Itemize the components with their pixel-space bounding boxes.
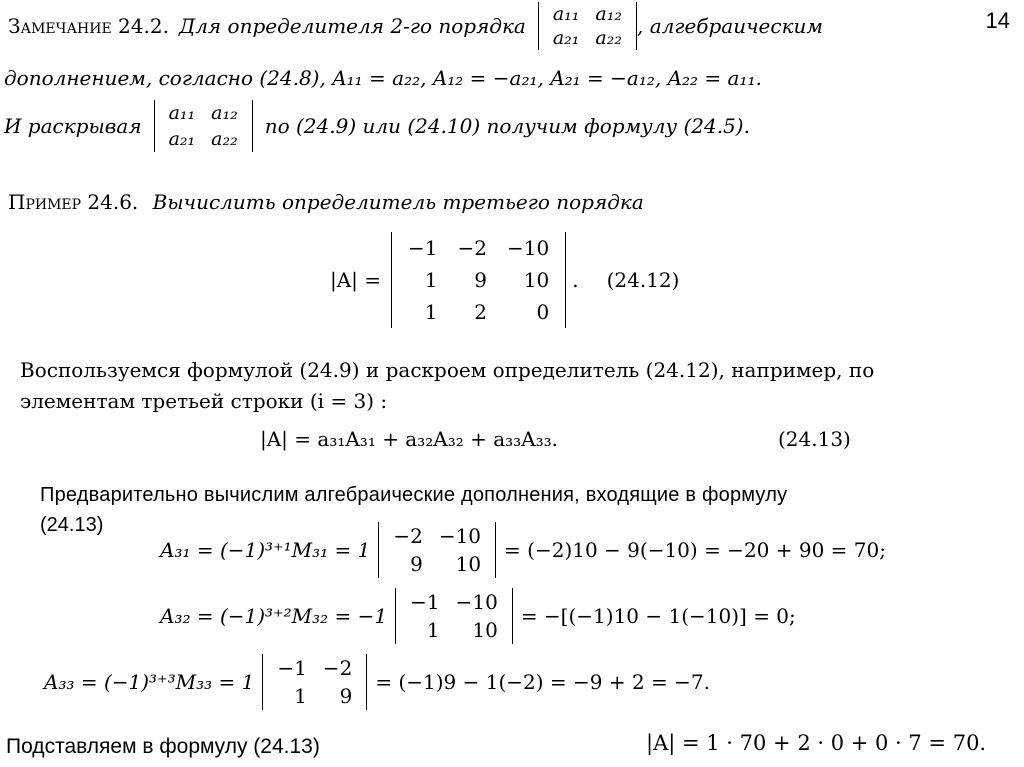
example-determinant [391,232,566,328]
det-cell: −10 [438,524,482,548]
paragraph-2-line-2: (24.13) [40,514,104,536]
remark-text-2: , алгебраическим [636,14,823,38]
det-cell: a₂₁ [168,128,196,150]
example-tail: . [572,268,579,292]
det-cell: a₁₂ [211,102,238,124]
det-cell: a₂₁ [552,27,580,49]
det-cell: a₂₂ [211,128,238,150]
a31-determinant [378,522,496,578]
example-text: Вычислить определитель третьего порядка [152,190,644,214]
remark-text-1: Для определителя 2-го порядка [178,14,526,38]
remark-heading: Замечание 24.2. [8,14,169,38]
example-heading: Пример 24.6. [8,190,139,214]
a33-rhs: = (−1)9 − 1(−2) = −9 + 2 = −7. [375,670,710,694]
example-equation [330,232,679,328]
remark-line-3-a: И раскрывая [4,114,142,138]
a33-equation [44,654,710,710]
a33-lhs: A₃₃ = (−1)³⁺³M₃₃ = 1 [44,670,255,694]
det-cell: 10 [523,268,550,292]
remark-line-3-b: по (24.9) или (24.10) получим формулу (24.5). [264,114,750,138]
det-cell: −1 [408,236,438,260]
det-cell: a₁₁ [552,3,580,25]
remark-line-3 [4,100,750,152]
remark-line-2: дополнением, согласно (24.8), A₁₁ = a₂₂, A₁₂ = −a₂₁, A₂₁ = −a₁₂, A₂₂ = a₁₁. [4,66,762,90]
a31-lhs: A₃₁ = (−1)³⁺¹M₃₁ = 1 [160,538,371,562]
a33-determinant [262,654,367,710]
paragraph-2-line-1: Предварительно вычислим алгебраические дополнения, входящие в формулу [40,484,788,506]
a32-equation [160,588,796,644]
det-cell: −10 [507,236,550,260]
remark-line-1 [8,2,823,50]
det-cell: 9 [339,684,353,708]
det-cell: 1 [424,300,438,324]
paragraph-1-line-1: Воспользуемся формулой (24.9) и раскроем определитель (24.12), например, по [20,358,875,382]
paragraph-1-line-2: элементам третьей строки (i = 3) : [20,389,388,413]
det-cell: −2 [393,524,423,548]
example-eq-number: (24.12) [606,268,680,292]
footer-caption: Подставляем в формулу (24.13) [6,735,320,758]
det-cell: −1 [277,656,307,680]
det-cell: 9 [474,268,488,292]
a31-equation [160,522,886,578]
det-cell: a₁₁ [168,102,196,124]
det-cell: a₂₂ [595,27,622,49]
equation-24-13-number: (24.13) [778,427,851,451]
det-cell: 2 [474,300,488,324]
a32-rhs: = −[(−1)10 − 1(−10)] = 0; [520,604,796,628]
page-number: 14 [985,8,1010,33]
det-cell: a₁₂ [595,3,622,25]
example-heading-line [8,190,644,214]
det-cell: 1 [426,618,440,642]
footer-result: |A| = 1 · 70 + 2 · 0 + 0 · 7 = 70. [646,731,987,755]
example-lhs: |A| = [330,268,382,292]
remark-determinant-1 [538,2,637,50]
equation-24-13-text: |A| = a₃₁A₃₁ + a₃₂A₃₂ + a₃₃A₃₃. [260,427,559,451]
a31-rhs: = (−2)10 − 9(−10) = −20 + 90 = 70; [504,538,886,562]
det-cell: −10 [455,590,498,614]
det-cell: −2 [457,236,488,260]
det-cell: −2 [322,656,353,680]
det-cell: 1 [424,268,438,292]
equation-24-13 [260,427,558,451]
remark-determinant-2 [154,100,253,152]
a32-lhs: A₃₂ = (−1)³⁺²M₃₂ = −1 [160,604,388,628]
det-cell: 9 [410,552,423,576]
det-cell: 0 [536,300,550,324]
a32-determinant [395,588,513,644]
det-cell: 1 [294,684,307,708]
det-cell: 10 [472,618,498,642]
det-cell: −1 [410,590,440,614]
det-cell: 10 [455,552,482,576]
